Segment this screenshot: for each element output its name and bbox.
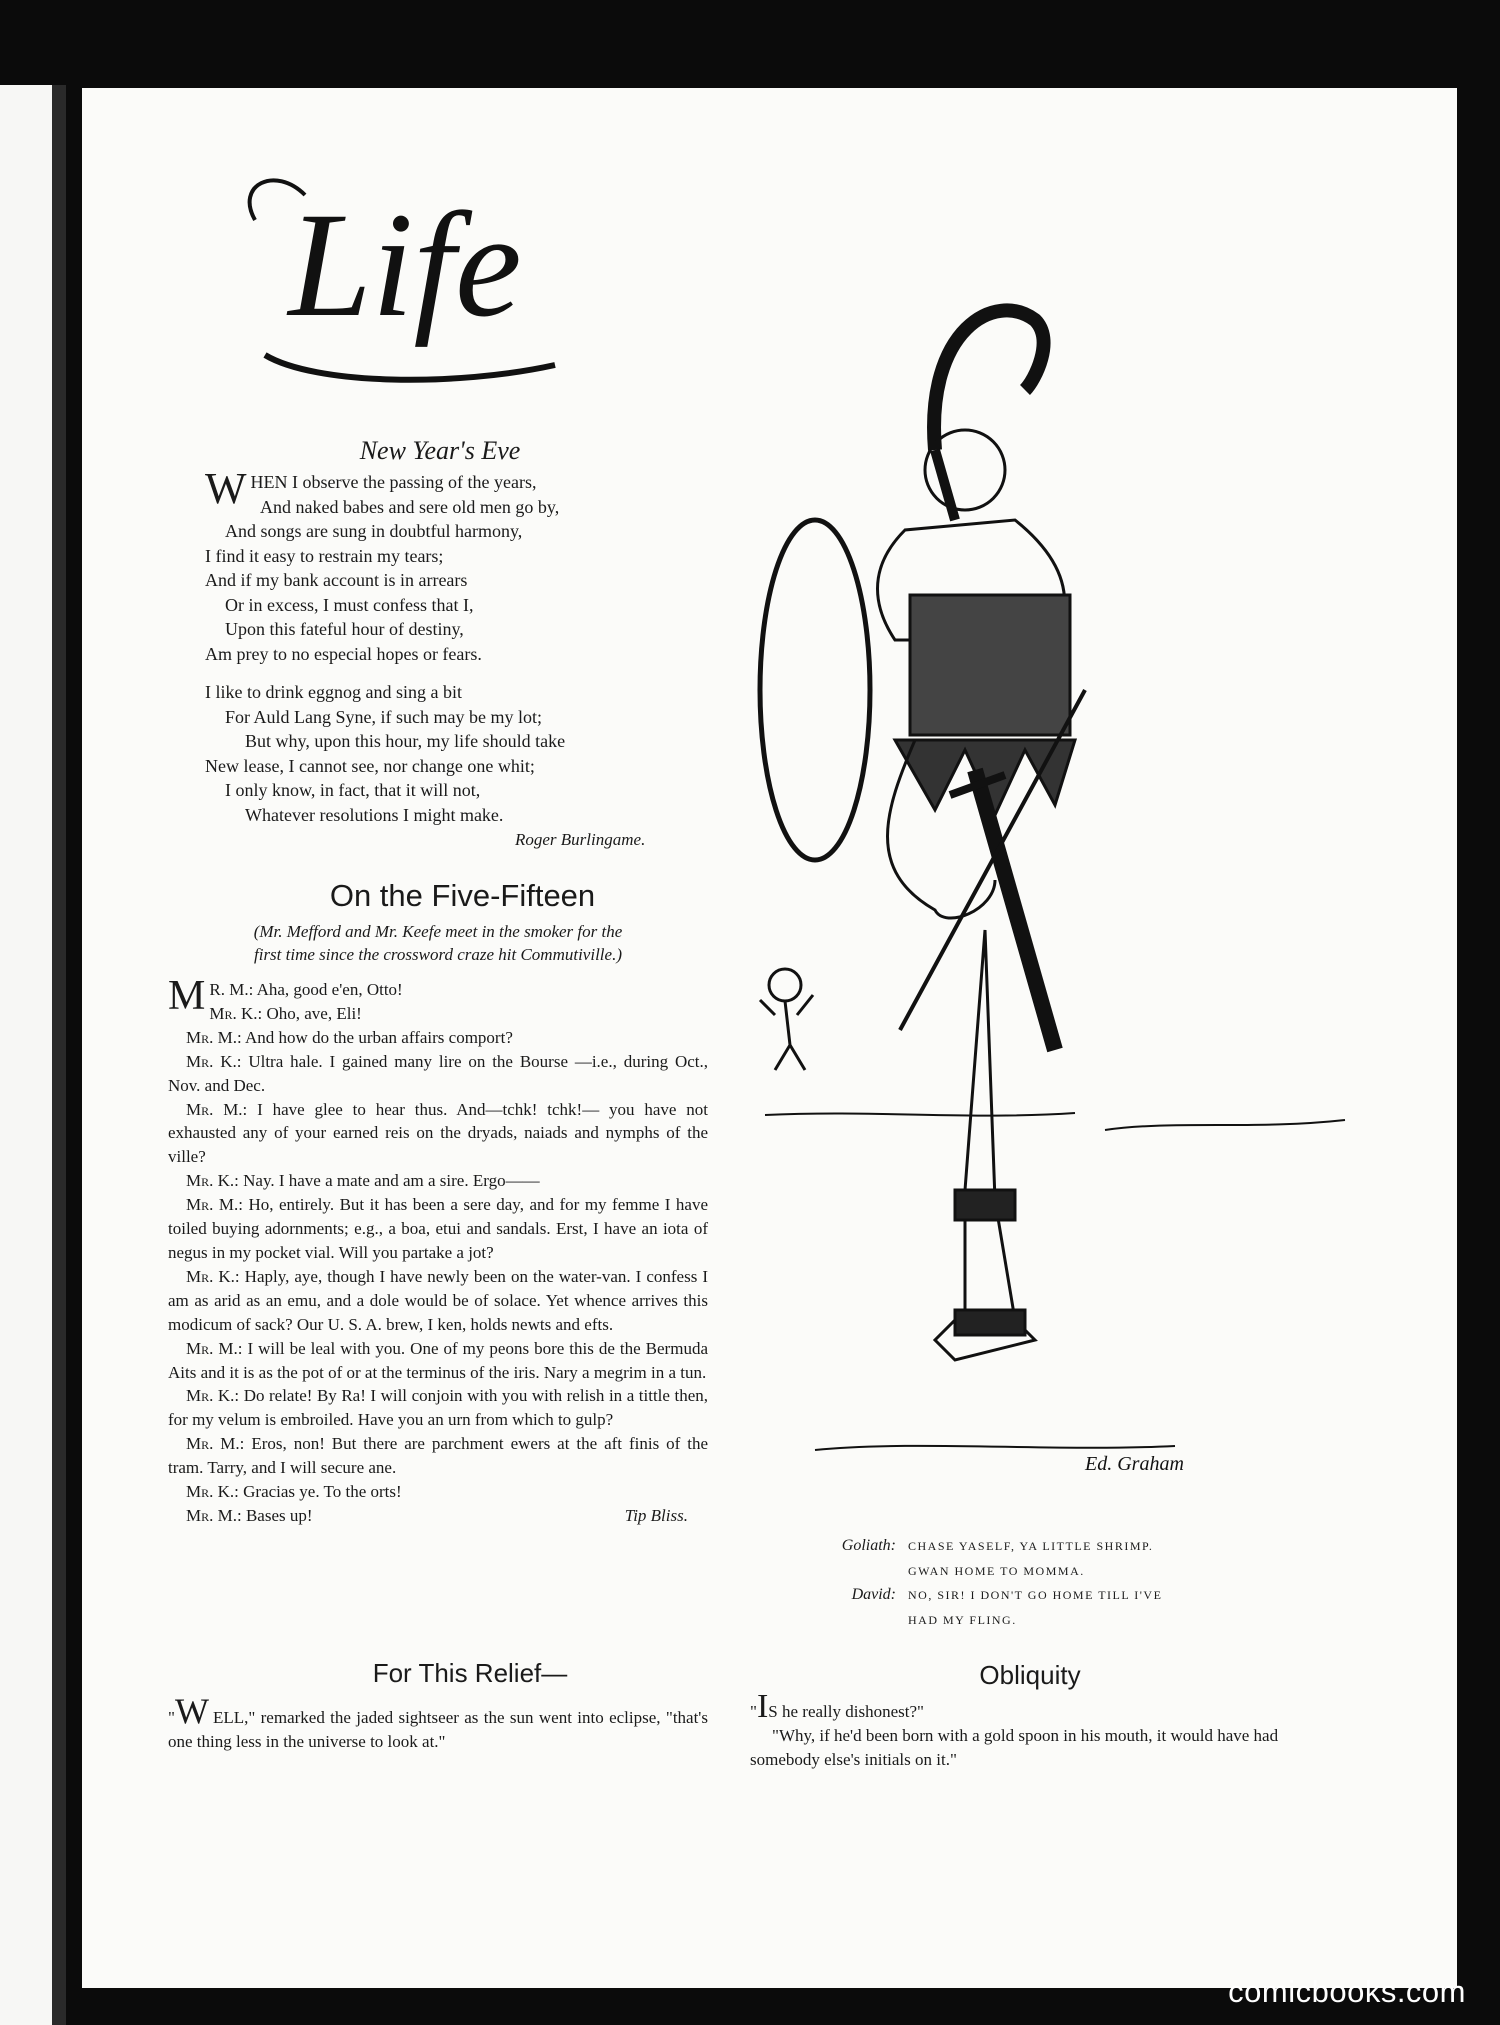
dialogue-text: Ultra hale. I gained many lire on the Bourse —i.e., during Oct., Nov. and Dec. [168, 1051, 708, 1095]
caption-speaker: Goliath: [841, 1537, 896, 1554]
caption-line [800, 1583, 1260, 1608]
subtitle-line: first time since the crossword craze hit Commutiville.) [254, 945, 622, 964]
obliquity-dropcap: I [756, 1688, 769, 1725]
dialogue-text: I have glee to hear thus. And—tchk! tchk!— you have not exhausted any of your earned reis on the dryads, naiads and nymphs of the ville? [168, 1099, 708, 1167]
goliath-armor-belt [910, 595, 1070, 735]
dialogue-line [168, 1265, 708, 1337]
dialogue-text: Eros, non! But there are parchment ewers at the aft finis of the tram. Tarry, and I will secure ane. [168, 1434, 708, 1478]
obliquity-text: S he really dishonest?" [768, 1702, 924, 1721]
caption-text: NO, SIR! I DON'T GO HOME TILL I'VE [908, 1588, 1163, 1602]
poem-line: HEN I observe the passing of the years, [250, 472, 537, 492]
caption-text: HAD MY FLING. [908, 1613, 1017, 1627]
speaker: Mr. K.: [209, 1003, 263, 1023]
poem-line: And naked babes and sere old men go by, [260, 496, 560, 517]
poem-line: Whatever resolutions I might make. [245, 804, 504, 825]
poem-stanza-2 [205, 680, 705, 827]
poem-line: For Auld Lang Syne, if such may be my lot; [225, 706, 542, 727]
dialogue-line [168, 1002, 708, 1026]
dialogue-text: Oho, ave, Eli! [262, 1003, 362, 1023]
dialogue-line [168, 1384, 708, 1432]
poem-line: New lease, I cannot see, nor change one whit; [205, 755, 535, 776]
speaker: Mr. M.: [186, 1099, 248, 1119]
poem-line: Or in excess, I must confess that I, [225, 594, 474, 615]
relief-title: For This Relief— [372, 1658, 568, 1688]
dialogue-line [168, 1432, 708, 1480]
obliquity-paragraph [750, 1688, 1340, 1772]
poem-stanza-1 [205, 464, 705, 666]
relief-paragraph [168, 1691, 708, 1754]
poem-line: And songs are sung in doubtful harmony, [225, 521, 523, 541]
dialogue-text: Haply, aye, though I have newly been on the water-van. I confess I am as arid as an emu, and a dole would be of solace. Yet whence arrives this modicum of sack? Our U. S. A. brew, I ken, holds newts and efts. [168, 1266, 708, 1334]
poem-line: But why, upon this hour, my life should take [245, 731, 566, 751]
speaker: Mr. K.: [186, 1266, 240, 1286]
goliath-david-cartoon [755, 270, 1355, 1610]
subtitle-line: (Mr. Mefford and Mr. Keefe meet in the smoker for the [253, 922, 623, 941]
open-quote: " [750, 1702, 757, 1721]
speaker: Mr. M.: [186, 1027, 242, 1047]
page-gutter-shadow [52, 85, 66, 2025]
poem-line: Am prey to no especial hopes or fears. [205, 643, 482, 664]
relief-text: ELL," remarked the jaded sightseer as the sun went into eclipse, "that's one thing less in the universe to look at." [168, 1708, 708, 1751]
poem-dropcap: W [205, 464, 247, 513]
caption-speaker: David: [851, 1586, 896, 1603]
obliquity-title: Obliquity [979, 1660, 1081, 1690]
david-figure [769, 969, 801, 1001]
shield [760, 520, 870, 860]
speaker: Mr. K.: [186, 1171, 239, 1191]
dialogue-line [168, 1098, 708, 1170]
five-fifteen-subtitle [168, 920, 708, 966]
poem-line: And if my bank account is in arrears [205, 570, 468, 590]
dialogue-dropcap: M [168, 973, 206, 1019]
dialogue-line [168, 1504, 708, 1528]
life-masthead-logo [195, 125, 615, 415]
dialogue-text: Bases up! [241, 1505, 313, 1525]
poem-title: New Year's Eve [359, 436, 521, 465]
poem-line: I find it easy to restrain my tears; [205, 545, 444, 566]
poem-line: I like to drink eggnog and sing a bit [205, 682, 462, 702]
helmet-crest [934, 310, 1044, 450]
dialogue-text: And how do the urban affairs comport? [241, 1027, 513, 1047]
speaker: Mr. M.: [186, 1434, 245, 1454]
dialogue-text: Aha, good e'en, Otto! [253, 980, 403, 999]
caption-text: CHASE YASELF, YA LITTLE SHRIMP. [908, 1539, 1154, 1553]
artist-signature: Ed. Graham [1085, 1453, 1184, 1475]
five-fifteen-title: On the Five-Fifteen [329, 878, 596, 913]
dialogue-line [168, 1193, 708, 1265]
speaker: Mr. M.: [186, 1505, 242, 1525]
dialogue-line [168, 1050, 708, 1098]
standing-leg [935, 930, 1035, 1360]
speaker: Mr. M.: [186, 1195, 243, 1215]
dialogue-text: I will be leal with you. One of my peons bore this de the Bermuda Aits and it is as the pot of or at the terminus of the iris. Nary a megrim in a tun. [168, 1338, 708, 1382]
poem-line: Upon this fateful hour of destiny, [225, 619, 464, 639]
relief-dropcap: W [174, 1691, 209, 1731]
dialogue-line [168, 1480, 708, 1504]
speaker: Mr. K.: [186, 1051, 242, 1071]
dialogue-line [168, 1026, 708, 1050]
speaker: Mr. M.: [186, 1338, 243, 1358]
dialogue-text: Ho, entirely. But it has been a sere day, and for my femme I have toiled buying adornments; e.g., a boa, etui and sandals. Erst, I have an iota of negus in my pocket vial. Will you partake a jot? [168, 1195, 708, 1262]
dialogue-text: Do relate! By Ra! I will conjoin with you with relish in a tittle then, for my velum is embroiled. Have you an urn from which to gulp? [168, 1386, 708, 1430]
speaker: Mr. K.: [186, 1386, 240, 1406]
obliquity-text: "Why, if he'd been born with a gold spoon in his mouth, it would have had somebody else's initials on it." [750, 1726, 1279, 1769]
site-watermark: comicbooks.com [1228, 1974, 1466, 2009]
five-fifteen-dialogue [168, 973, 708, 1528]
cartoon-caption [800, 1534, 1260, 1632]
dialogue-line [168, 1337, 708, 1385]
dialogue-author: Tip Bliss. [624, 1505, 688, 1525]
masthead-text: Life [288, 182, 522, 348]
obliquity-line [750, 1688, 1340, 1725]
dialogue-text: Gracias ye. To the orts! [238, 1482, 402, 1502]
poem-line: I only know, in fact, that it will not, [225, 780, 481, 800]
speaker: R. M.: [209, 980, 254, 999]
speaker: Mr. K.: [186, 1482, 239, 1502]
caption-line [800, 1534, 1260, 1559]
dialogue-text: Nay. I have a mate and am a sire. Ergo—— [238, 1171, 540, 1191]
open-quote: " [168, 1708, 175, 1727]
dialogue-line [168, 1169, 708, 1193]
poem-author: Roger Burlingame. [515, 830, 646, 849]
caption-text: GWAN HOME TO MOMMA. [908, 1564, 1085, 1578]
